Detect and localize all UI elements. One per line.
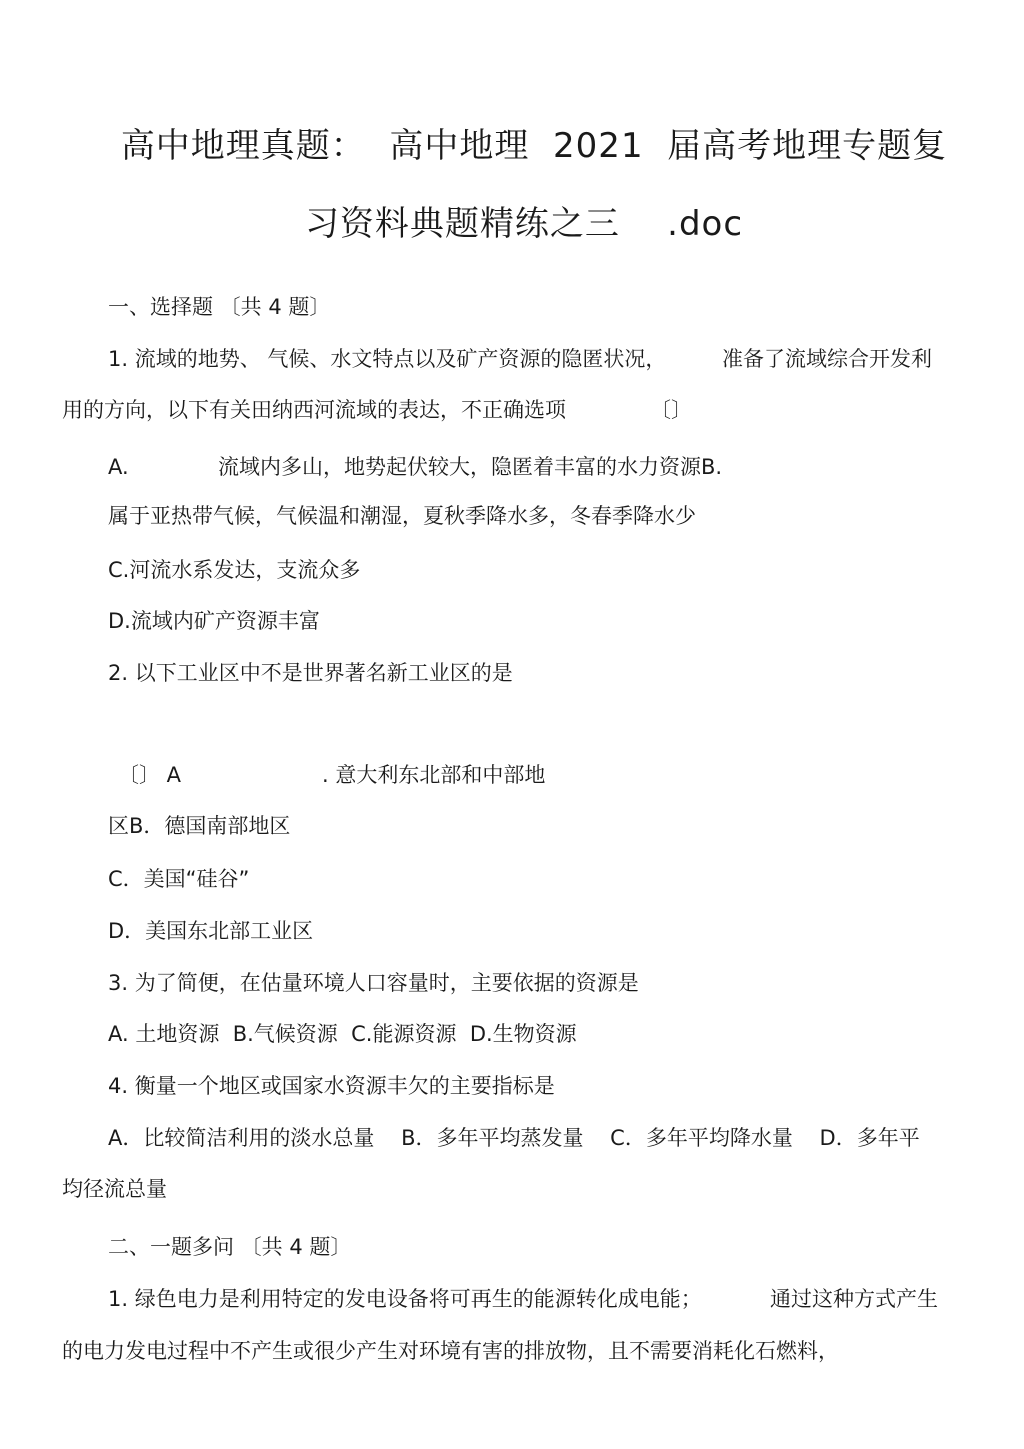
- q1-stem-line-1-end: 准备了流域综合开发利: [722, 347, 932, 371]
- q1-answer-bracket: 〔〕: [650, 398, 692, 422]
- q2-option-a-text: . 意大利东北部和中部地: [322, 763, 546, 787]
- document-title-line-1: 高中地理真题： 高中地理 2021 届高考地理专题复: [120, 126, 948, 166]
- document-title-line-2: 习资料典题精练之三 .doc: [304, 204, 744, 244]
- q2-stem: 2. 以下工业区中不是世界著名新工业区的是: [108, 661, 513, 685]
- q1-stem-line-1-start: 1. 流域的地势、 气候、水文特点以及矿产资源的隐匿状况，: [108, 347, 667, 371]
- q3-stem: 3. 为了简便，在估量环境人口容量时，主要依据的资源是: [108, 971, 639, 995]
- q4-options-line-1: A．比较简洁利用的淡水总量 B．多年平均蒸发量 C．多年平均降水量 D．多年平: [108, 1126, 920, 1150]
- q3-options: A. 土地资源 B.气候资源 C.能源资源 D.生物资源: [108, 1022, 577, 1046]
- q1-option-d: D.流域内矿产资源丰富: [108, 609, 320, 633]
- q1-option-a-label: A.: [108, 455, 129, 479]
- q2-option-c: C．美国“硅谷”: [108, 867, 250, 891]
- q1-option-c: C.河流水系发达，支流众多: [108, 558, 361, 582]
- q1-option-a-text: 流域内多山，地势起伏较大，隐匿着丰富的水力资源B.: [218, 455, 723, 479]
- q2-bracket-option-a-label: 〔〕 A: [118, 763, 182, 787]
- q2-option-b-line: 区B．德国南部地区: [108, 814, 291, 838]
- section-1-heading: 一、选择题 〔共 4 题〕: [108, 295, 331, 319]
- s2-q1-stem-line-2: 的电力发电过程中不产生或很少产生对环境有害的排放物，且不需要消耗化石燃料，: [62, 1339, 839, 1363]
- q1-stem-line-2: 用的方向，以下有关田纳西河流域的表达，不正确选项: [62, 398, 566, 422]
- s2-q1-stem-line-1-end: 通过这种方式产生: [770, 1287, 938, 1311]
- q1-option-b-text: 属于亚热带气候，气候温和潮湿，夏秋季降水多，冬春季降水少: [108, 504, 696, 528]
- q4-options-line-2: 均径流总量: [62, 1177, 167, 1201]
- q2-option-d: D．美国东北部工业区: [108, 919, 314, 943]
- q4-stem: 4. 衡量一个地区或国家水资源丰欠的主要指标是: [108, 1074, 555, 1098]
- s2-q1-stem-line-1-start: 1. 绿色电力是利用特定的发电设备将可再生的能源转化成电能；: [108, 1287, 702, 1311]
- section-2-heading: 二、一题多问 〔共 4 题〕: [108, 1235, 352, 1259]
